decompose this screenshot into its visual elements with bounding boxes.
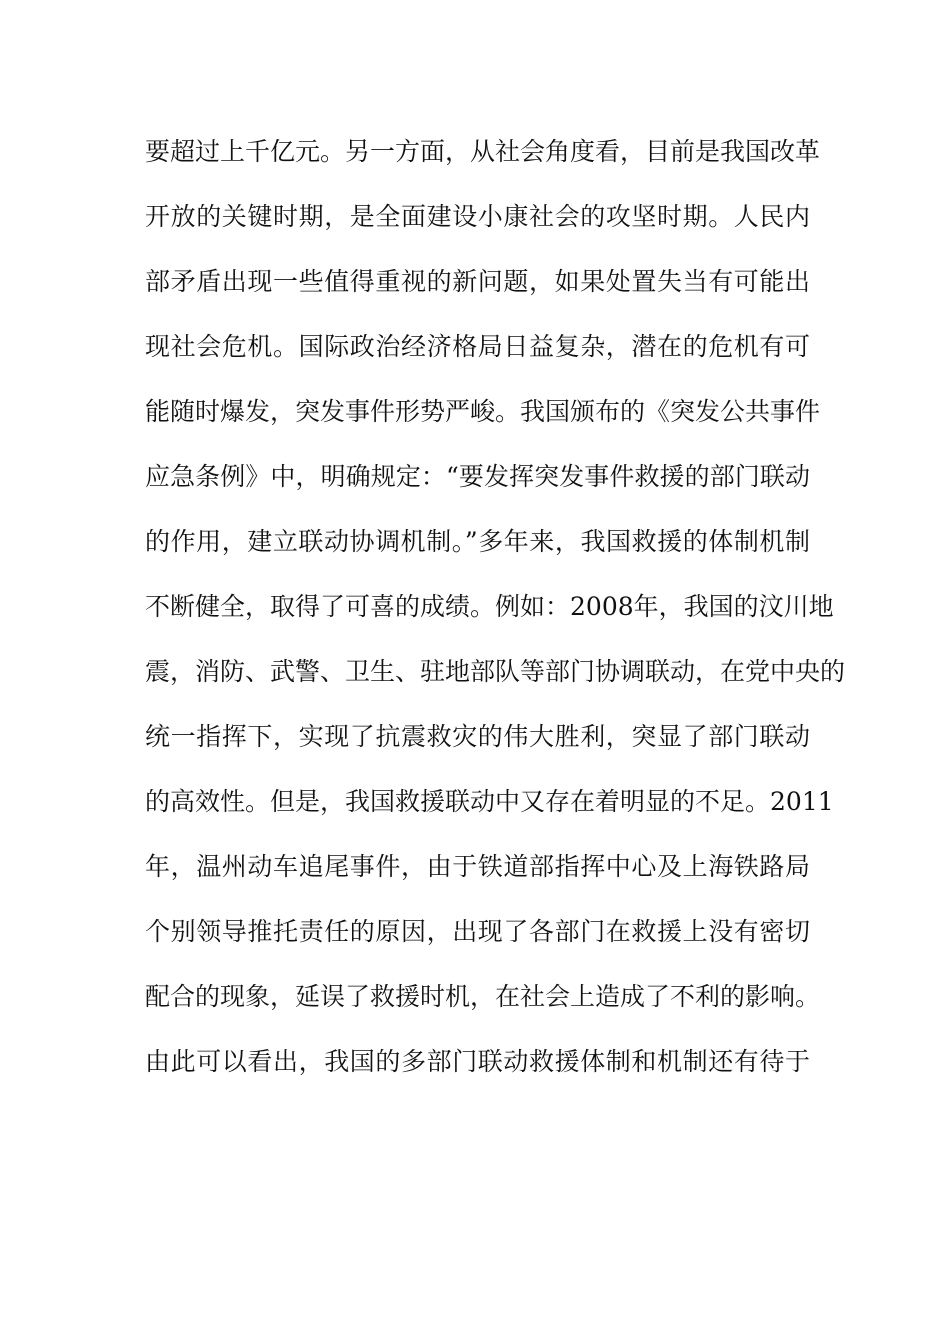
text-line: 配合的现象，延误了救援时机，在社会上造成了不利的影响。 [145, 982, 821, 1011]
text-line: 现社会危机。国际政治经济格局日益复杂，潜在的危机有可 [145, 332, 810, 361]
text-line: 震，消防、武警、卫生、驻地部队等部门协调联动，在党中央的 [145, 657, 846, 686]
text-line: 要超过上千亿元。另一方面，从社会角度看，目前是我国改革 [145, 137, 821, 166]
text-line: 年，温州动车追尾事件，由于铁道部指挥中心及上海铁路局 [145, 852, 810, 881]
text-line: 的高效性。但是，我国救援联动中又存在着明显的不足。2011 [145, 787, 834, 816]
text-line: 能随时爆发，突发事件形势严峻。我国颁布的《突发公共事件 [145, 397, 821, 426]
text-line: 个别领导推托责任的原因，出现了各部门在救援上没有密切 [145, 917, 810, 946]
text-line: 部矛盾出现一些值得重视的新问题，如果处置失当有可能出 [145, 267, 810, 296]
text-line: 统一指挥下，实现了抗震救灾的伟大胜利，突显了部门联动 [145, 722, 810, 751]
text-line: 开放的关键时期，是全面建设小康社会的攻坚时期。人民内 [145, 202, 810, 231]
text-line: 不断健全，取得了可喜的成绩。例如：2008年，我国的汶川地 [145, 592, 834, 621]
text-line: 应急条例》中，明确规定：“要发挥突发事件救援的部门联动 [145, 462, 810, 491]
text-line: 的作用，建立联动协调机制。”多年来，我国救援的体制机制 [145, 527, 810, 556]
text-line: 由此可以看出，我国的多部门联动救援体制和机制还有待于 [145, 1047, 810, 1076]
body-paragraph [145, 130, 846, 1105]
